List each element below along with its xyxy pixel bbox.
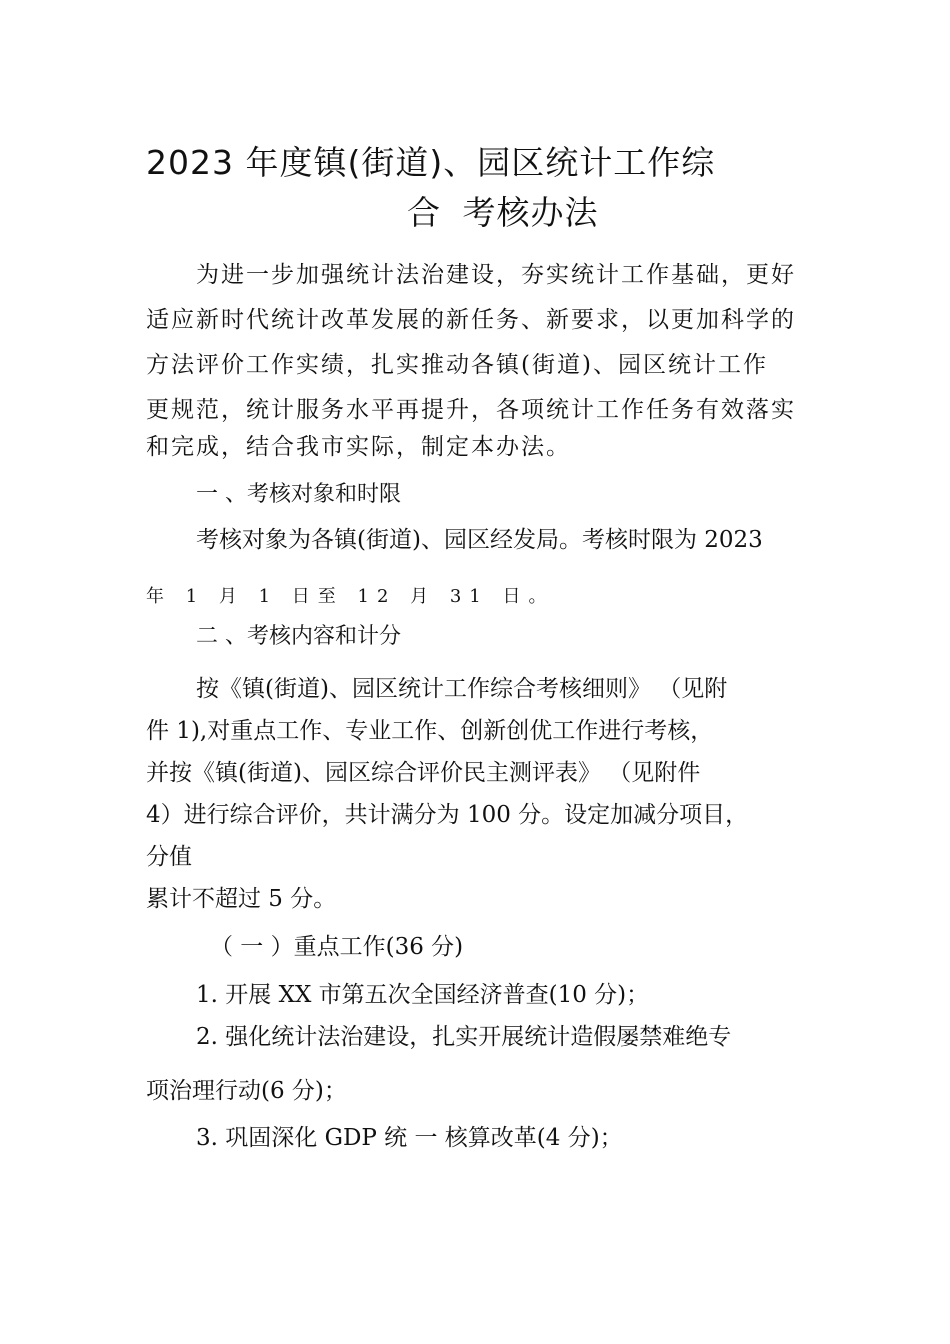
section-heading: 一 、考核对象和时限 [196, 482, 401, 507]
paragraph-line: 方法评价工作实绩，扎实推动各镇(街道)、园区统计工作 [146, 352, 768, 378]
paragraph-line: 和完成，结合我市实际，制定本办法。 [146, 434, 571, 460]
document-title-line-2: 合 考核办法 [407, 193, 599, 232]
paragraph-line: 为进一步加强统计法治建设，夯实统计工作基础，更好 [196, 262, 796, 288]
paragraph-line: 分值 [146, 844, 192, 870]
list-item-continued: 项治理行动(6 分)； [146, 1078, 347, 1104]
paragraph-line: 并按《镇(街道)、园区综合评价民主测评表》 （见附件 [146, 760, 701, 786]
paragraph-line: 适应新时代统计改革发展的新任务、新要求，以更加科学的 [146, 307, 796, 333]
paragraph-line: 按《镇(街道)、园区统计工作综合考核细则》 （见附 [196, 676, 728, 702]
subsection-heading: （ 一 ）重点工作(36 分) [210, 934, 464, 960]
paragraph-line: 更规范，统计服务水平再提升，各项统计工作任务有效落实 [146, 397, 796, 423]
list-item: 1. 开展 XX 市第五次全国经济普查(10 分)； [196, 982, 650, 1008]
section-heading: 二 、考核内容和计分 [196, 624, 401, 649]
paragraph-line: 年 1 月 1 日至 12 月 31 日。 [146, 586, 555, 607]
paragraph-line: 考核对象为各镇(街道)、园区经发局。考核时限为 2023 [196, 527, 763, 553]
paragraph-line: 件 1),对重点工作、专业工作、创新创优工作进行考核， [146, 718, 714, 744]
paragraph-line: 累计不超过 5 分。 [146, 886, 337, 912]
list-item: 2. 强化统计法治建设，扎实开展统计造假屡禁难绝专 [196, 1024, 732, 1050]
list-item: 3. 巩固深化 GDP 统 一 核算改革(4 分)； [196, 1125, 623, 1151]
paragraph-line: 4）进行综合评价，共计满分为 100 分。设定加减分项目， [146, 802, 749, 828]
document-title-line-1: 2023 年度镇(街道)、园区统计工作综 [146, 143, 716, 182]
